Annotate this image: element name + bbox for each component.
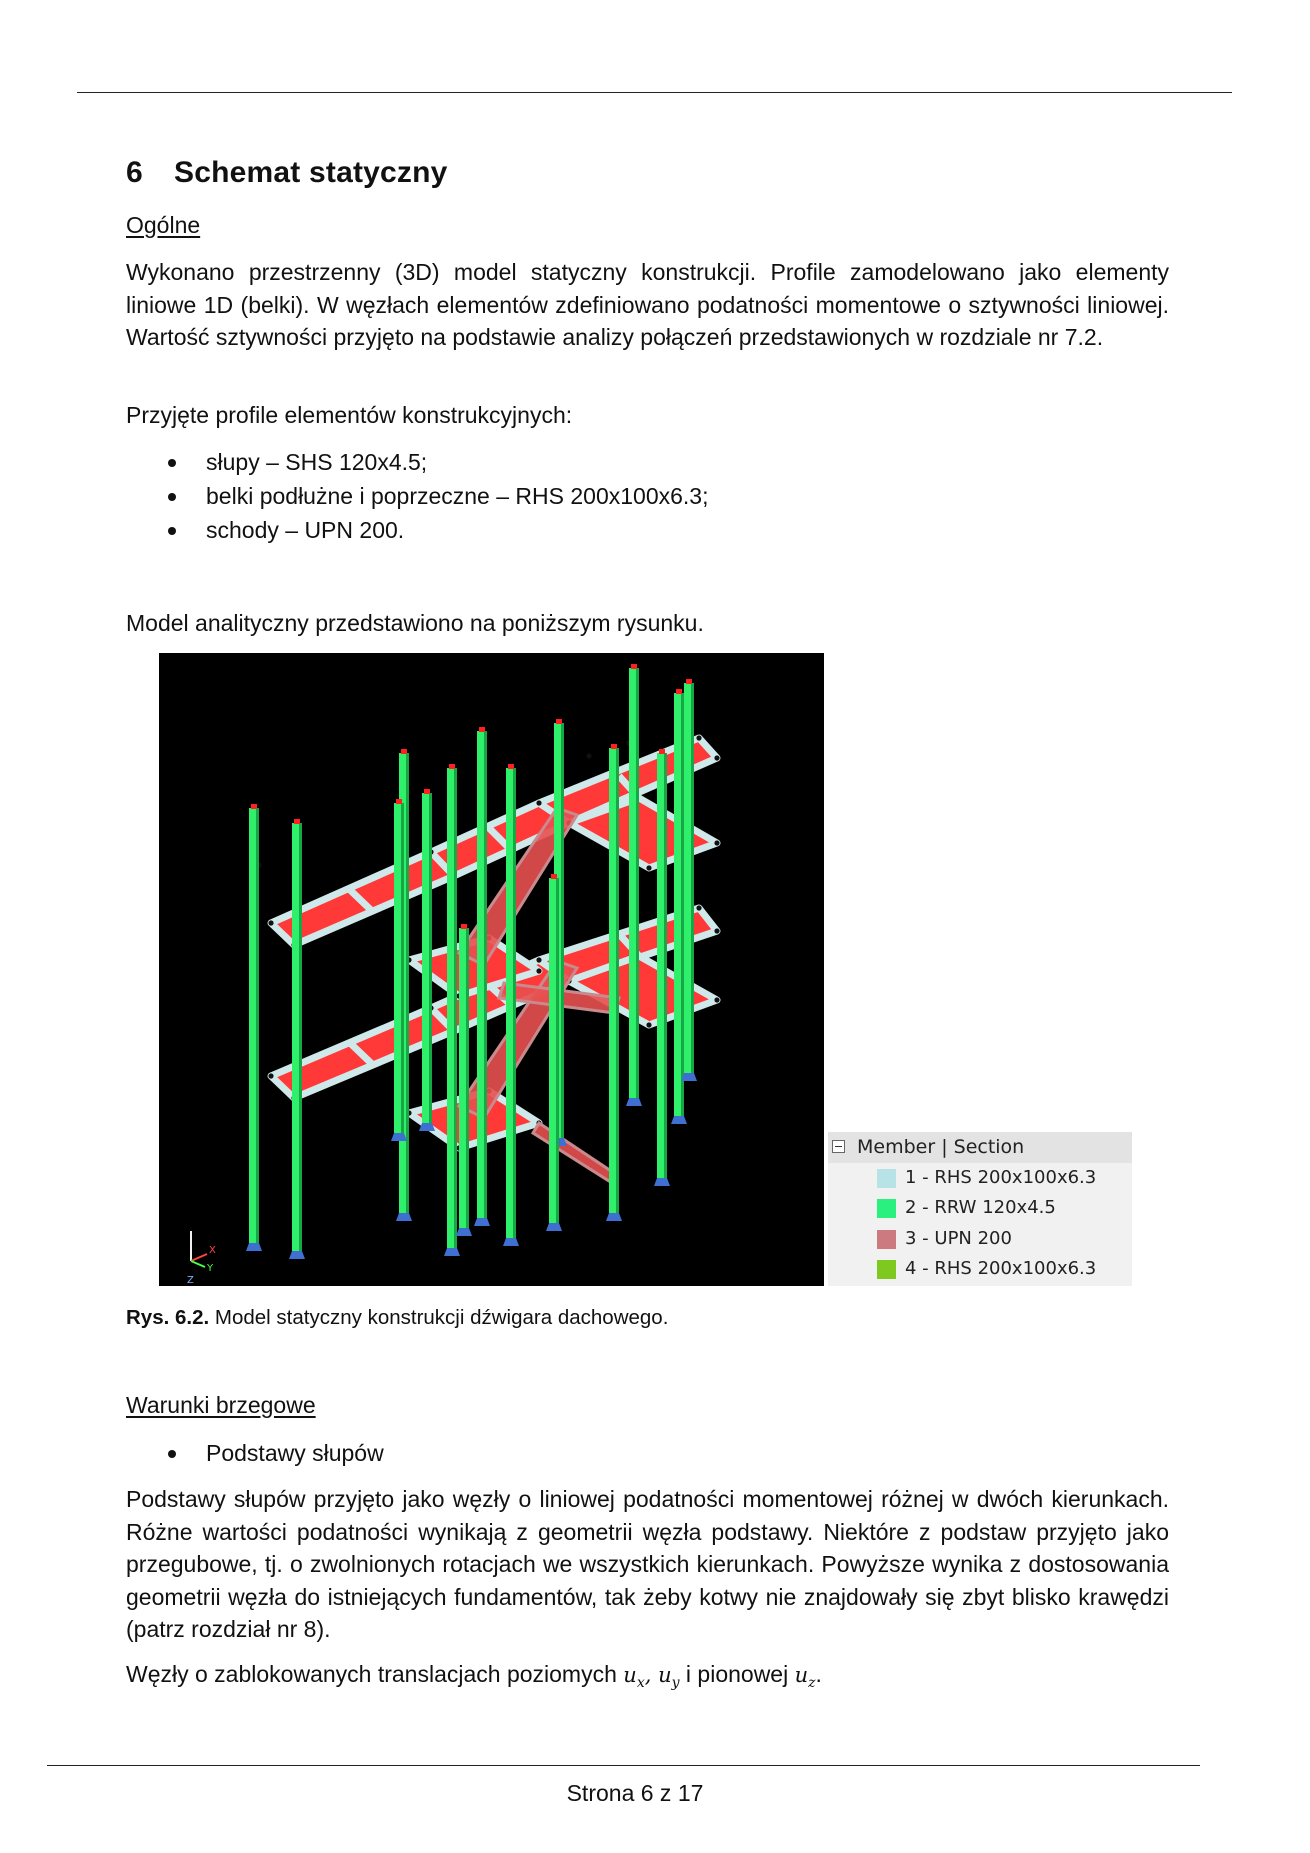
column-top	[396, 799, 402, 804]
list-item: belki podłużne i poprzeczne – RHS 200x100x6.3;	[126, 479, 709, 513]
stair-flight	[533, 1123, 614, 1181]
support-icon	[546, 1223, 562, 1231]
column-top	[508, 764, 514, 769]
column-shade	[299, 823, 302, 1251]
node	[714, 755, 719, 760]
legend-title: Member | Section	[857, 1136, 1025, 1158]
column-shade	[466, 928, 469, 1228]
footer-rule	[47, 1765, 1200, 1766]
member-section-legend: Member | Section 1 - RHS 200x100x6.3 2 - RRW 120x4.5 3 - UPN 200 4 - RHS 200x100x6.3	[828, 1132, 1132, 1286]
column-top	[251, 804, 257, 809]
header-rule	[77, 92, 1232, 93]
boundary-paragraph: Podstawy słupów przyjęto jako węzły o liniowej podatności momentowej różnej w dwóch kierunkach. Różne wartości podatności wynikają z geometrii węzła podstawy. Niektóre z podstaw przyjęto jako przegubowe, tj. o zwolnionych rotacjach we wszystkich kierunkach. Powyższe wynika z dostosowania geometrii węzła do istniejących fundamentów, tak żeby kotwy nie znajdowały się zbyt blisko krawędzi (patrz rozdział nr 8).	[126, 1486, 1169, 1642]
coordinate-axes	[187, 1231, 216, 1286]
node	[696, 735, 701, 740]
support-icon	[474, 1218, 490, 1226]
bullet-icon	[168, 527, 176, 535]
column-shade	[664, 753, 667, 1178]
column-shade	[681, 693, 684, 1116]
column-top	[551, 874, 557, 879]
column-top	[449, 764, 455, 769]
caption-text: Model statyczny konstrukcji dźwigara dachowego.	[209, 1306, 669, 1329]
column-shade	[484, 731, 487, 1218]
node	[696, 905, 701, 910]
section-title: Schemat statyczny	[174, 156, 448, 189]
node	[646, 865, 651, 870]
color-swatch	[877, 1169, 896, 1188]
support-icon	[456, 1228, 472, 1236]
column-top	[424, 789, 430, 794]
column-shade	[406, 753, 409, 1213]
structural-model-render	[159, 653, 824, 1286]
column-shade	[636, 668, 639, 1098]
profiles-intro: Przyjęte profile elementów konstrukcyjnych:	[126, 402, 573, 428]
column-top	[556, 719, 562, 724]
list-item: Podstawy słupów	[126, 1436, 384, 1470]
node	[714, 928, 719, 933]
column-shade	[256, 808, 259, 1243]
column-top	[401, 749, 407, 754]
axis-y-label: Y	[207, 1263, 214, 1274]
bullet-icon	[168, 1450, 176, 1458]
support-icon	[396, 1213, 412, 1221]
node	[268, 1073, 273, 1078]
axis-z-label: Z	[187, 1275, 194, 1286]
model-intro: Model analityczny przedstawiono na poniższym rysunku.	[126, 610, 704, 636]
caption-label: Rys. 6.2.	[126, 1306, 210, 1329]
color-swatch	[877, 1230, 896, 1249]
support-icon	[289, 1251, 305, 1259]
general-paragraph: Wykonano przestrzenny (3D) model statyczny konstrukcji. Profile zamodelowano jako elementy liniowe 1D (belki). W węzłach elementów zdefiniowano podatności momentowe o sztywności liniowej. Wartość sztywności przyjęto na podstawie analizy połączeń przedstawionych w rozdziale nr 7.2.	[126, 259, 1169, 350]
column-top	[479, 727, 485, 732]
bullet-icon	[168, 493, 176, 501]
structural-model-figure	[159, 653, 824, 1286]
column-shade	[513, 768, 516, 1238]
column-top	[631, 664, 637, 669]
color-swatch	[877, 1260, 896, 1279]
column-shade	[616, 748, 619, 1213]
color-swatch	[877, 1199, 896, 1218]
section-heading	[126, 156, 448, 190]
axis-x-label: X	[209, 1245, 216, 1256]
node	[536, 800, 541, 805]
support-icon	[626, 1098, 642, 1106]
page-number: Strona 6 z 17	[566, 1780, 704, 1806]
section-number: 6	[126, 156, 143, 189]
support-icon	[503, 1238, 519, 1246]
node	[714, 840, 719, 845]
column-top	[461, 924, 467, 929]
node	[714, 997, 719, 1002]
support-icon	[246, 1243, 262, 1251]
node	[536, 957, 541, 962]
node	[646, 1022, 651, 1027]
ux-symbol: $u_x$	[623, 1663, 645, 1692]
bullet-icon	[168, 459, 176, 467]
boundary-list	[126, 1436, 384, 1470]
node	[586, 753, 591, 758]
column-shade	[556, 878, 559, 1223]
legend-header[interactable]	[828, 1132, 1132, 1163]
list-item: słupy – SHS 120x4.5;	[126, 445, 709, 479]
column-shade	[561, 723, 564, 1138]
profiles-list	[126, 445, 709, 547]
column-shade	[429, 793, 432, 1123]
node	[268, 920, 273, 925]
support-icon	[654, 1178, 670, 1186]
figure-caption	[126, 1306, 668, 1330]
uz-symbol: $u_z$	[794, 1663, 816, 1692]
node	[536, 968, 541, 973]
support-icon	[444, 1248, 460, 1256]
collapse-icon[interactable]	[832, 1140, 845, 1153]
support-icon	[671, 1116, 687, 1124]
column-shade	[401, 803, 404, 1133]
list-item: schody – UPN 200.	[126, 513, 709, 547]
column-top	[659, 749, 665, 754]
uy-symbol: $u_y$	[658, 1663, 680, 1692]
column-shade	[454, 768, 457, 1248]
translation-paragraph: Węzły o zablokowanych translacjach poziomych $u_x$, $u_y$ i pionowej $u_z$.	[126, 1661, 822, 1692]
support-icon	[606, 1213, 622, 1221]
column-shade	[691, 683, 694, 1073]
column-top	[611, 744, 617, 749]
boundary-label: Warunki brzegowe	[126, 1392, 316, 1418]
column-top	[686, 679, 692, 684]
general-label: Ogólne	[126, 212, 201, 238]
column-top	[676, 689, 682, 694]
column-top	[294, 819, 300, 824]
